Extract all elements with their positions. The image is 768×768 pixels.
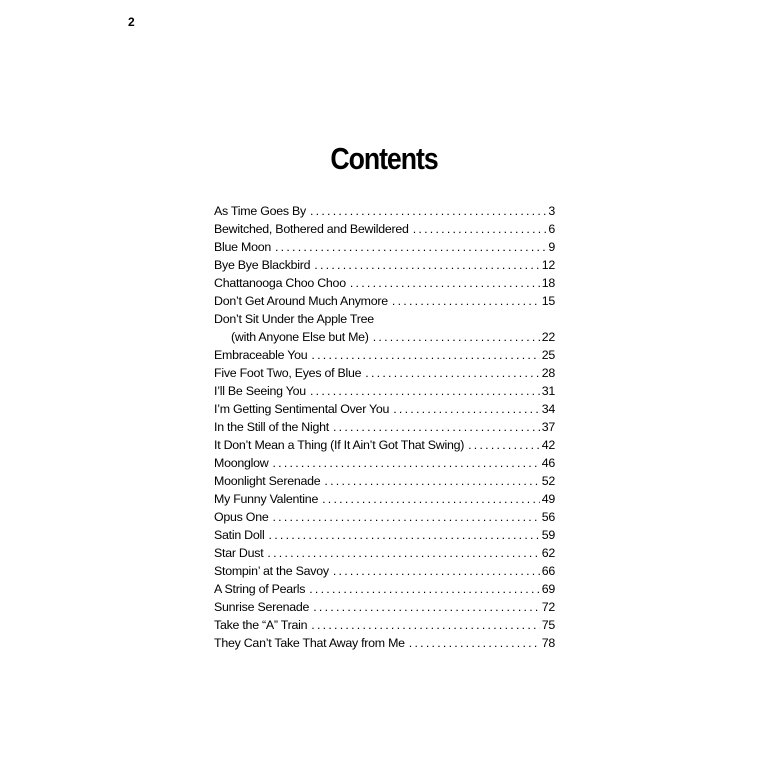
toc-entry — [214, 328, 555, 346]
toc-entry-page: 75 — [541, 618, 555, 632]
toc-entry-title: Bewitched, Bothered and Bewildered — [214, 222, 409, 236]
toc-dot-leader — [314, 256, 539, 274]
toc-dot-leader — [272, 508, 539, 526]
toc-entry-page: 9 — [548, 240, 555, 254]
toc-entry-page: 59 — [541, 528, 555, 542]
toc-entry-title: I’m Getting Sentimental Over You — [214, 402, 390, 416]
toc-entry — [214, 490, 555, 508]
toc-dot-leader — [311, 346, 539, 364]
toc-entry-page: 31 — [541, 384, 555, 398]
toc-entry-title: My Funny Valentine — [214, 492, 319, 506]
toc-entry-title: Opus One — [214, 510, 269, 524]
toc-entry-page: 15 — [541, 294, 555, 308]
toc-entry — [214, 310, 555, 328]
toc-entry-page: 34 — [541, 402, 555, 416]
toc-entry — [214, 580, 555, 598]
toc-entry-title: Stompin’ at the Savoy — [214, 564, 329, 578]
toc-entry-title: They Can’t Take That Away from Me — [214, 636, 405, 650]
toc-entry-page: 69 — [541, 582, 555, 596]
toc-entry-title: I’ll Be Seeing You — [214, 384, 306, 398]
toc-entry-title: Bye Bye Blackbird — [214, 258, 311, 272]
toc-entry — [214, 256, 555, 274]
toc-entry — [214, 508, 555, 526]
toc-entry-title: Blue Moon — [214, 240, 271, 254]
toc-entry — [214, 238, 555, 256]
toc-entry-page: 46 — [541, 456, 555, 470]
toc-entry — [214, 292, 555, 310]
toc-dot-leader — [322, 490, 540, 508]
toc-dot-leader — [310, 382, 540, 400]
toc-entry-title: Moonglow — [214, 456, 269, 470]
toc-entry-title: In the Still of the Night — [214, 420, 329, 434]
toc-entry-page: 66 — [541, 564, 555, 578]
toc-entry-title: It Don’t Mean a Thing (If It Ain’t Got That Swing) — [214, 438, 465, 452]
toc-entry — [214, 616, 555, 634]
toc-entry-page: 37 — [541, 420, 555, 434]
toc-dot-leader — [373, 328, 540, 346]
toc-entry-page: 42 — [541, 438, 555, 452]
toc-entry — [214, 598, 555, 616]
toc-entry — [214, 400, 555, 418]
toc-entry-title: Star Dust — [214, 546, 264, 560]
toc-entry-page: 49 — [541, 492, 555, 506]
toc-dot-leader — [413, 220, 547, 238]
toc-dot-leader — [409, 634, 540, 652]
page-title: Contents — [330, 141, 438, 176]
toc-dot-leader — [350, 274, 540, 292]
toc-dot-leader — [272, 454, 539, 472]
toc-entry-page: 25 — [541, 348, 555, 362]
toc-entry-page: 52 — [541, 474, 555, 488]
toc-entry — [214, 472, 555, 490]
toc-entry — [214, 364, 555, 382]
toc-entry — [214, 526, 555, 544]
toc-dot-leader — [311, 616, 539, 634]
toc-entry-title: Take the “A” Train — [214, 618, 308, 632]
toc-dot-leader — [324, 472, 539, 490]
toc-entry-page: 78 — [541, 636, 555, 650]
table-of-contents — [214, 202, 555, 652]
toc-dot-leader — [275, 238, 546, 256]
toc-entry — [214, 220, 555, 238]
toc-entry-page: 62 — [541, 546, 555, 560]
page-number: 2 — [128, 15, 135, 29]
toc-dot-leader — [333, 418, 540, 436]
toc-entry-page: 3 — [548, 204, 555, 218]
toc-dot-leader — [310, 202, 546, 220]
toc-dot-leader — [365, 364, 539, 382]
toc-entry-page: 12 — [541, 258, 555, 272]
toc-entry-title: Moonlight Serenade — [214, 474, 321, 488]
toc-entry-title: Satin Doll — [214, 528, 265, 542]
toc-entry-page: 6 — [548, 222, 555, 236]
toc-entry-title: Sunrise Serenade — [214, 600, 310, 614]
toc-entry-title: As Time Goes By — [214, 204, 306, 218]
toc-entry-page: 22 — [541, 330, 555, 344]
toc-entry — [214, 436, 555, 454]
toc-entry — [214, 634, 555, 652]
toc-entry — [214, 202, 555, 220]
toc-dot-leader — [392, 292, 540, 310]
toc-dot-leader — [313, 598, 540, 616]
toc-entry — [214, 418, 555, 436]
toc-entry — [214, 274, 555, 292]
toc-entry-title: (with Anyone Else but Me) — [231, 330, 369, 344]
toc-entry — [214, 346, 555, 364]
toc-dot-leader — [269, 526, 540, 544]
toc-dot-leader — [267, 544, 539, 562]
toc-entry — [214, 562, 555, 580]
toc-entry-title: Don’t Get Around Much Anymore — [214, 294, 388, 308]
toc-entry-page: 56 — [541, 510, 555, 524]
toc-dot-leader — [393, 400, 540, 418]
toc-dot-leader — [468, 436, 540, 454]
toc-entry — [214, 454, 555, 472]
toc-dot-leader — [309, 580, 539, 598]
toc-entry-page: 28 — [541, 366, 555, 380]
toc-entry-title: A String of Pearls — [214, 582, 306, 596]
toc-entry-title: Don’t Sit Under the Apple Tree — [214, 312, 374, 326]
toc-entry-title: Five Foot Two, Eyes of Blue — [214, 366, 362, 380]
toc-entry — [214, 544, 555, 562]
toc-entry-page: 72 — [541, 600, 555, 614]
toc-entry-title: Chattanooga Choo Choo — [214, 276, 346, 290]
toc-entry-page: 18 — [541, 276, 555, 290]
toc-dot-leader — [333, 562, 540, 580]
toc-entry — [214, 382, 555, 400]
toc-entry-title: Embraceable You — [214, 348, 308, 362]
